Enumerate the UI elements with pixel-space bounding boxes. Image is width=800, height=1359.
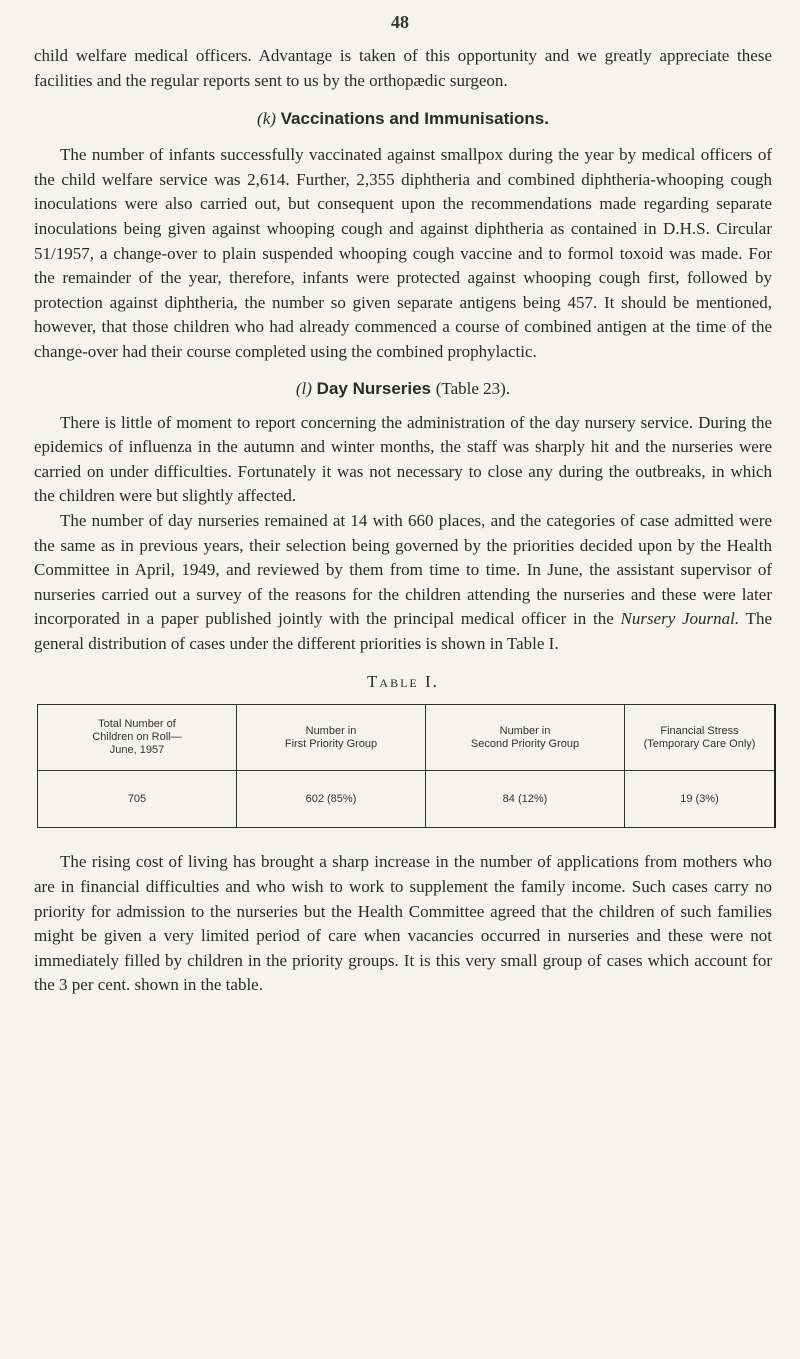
section-k-heading [34, 107, 772, 131]
cell-first-priority: 602 (85%) [237, 771, 426, 828]
table-caption: Table I. [367, 672, 439, 692]
day-nurseries-paragraph-1: There is little of moment to report concerning the administration of the day nursery service. During the epidemics of influenza in the autumn and winter months, the staff was sharply hit and the nurseries were carried on under difficulties. Fortunately it was not necessary to close any during the outbreaks, in which the children were but slightly affected. [34, 412, 772, 506]
header-financial-stress [625, 705, 776, 771]
section-k-title: Vaccinations and Immunisations. [280, 109, 549, 129]
closing-paragraph: The rising cost of living has brought a sharp increase in the number of applications from mothers who are in financial difficulties and who wish to work to supplement the family income. Such cases carry no priority for admission to the nurseries but the Health Committee agreed that the children of such families might be given a very limited period of care when vacancies occurred in nurseries and these were not immediately filled by children in the priority groups. It is this very small group of cases which account for the 3 per cent. shown in the table. [34, 852, 772, 995]
header-line: Financial Stress [660, 724, 739, 737]
header-first-priority [237, 705, 426, 771]
header-line: Number in [305, 724, 357, 737]
paragraph-2-tail: The general distribution of cases under the different priorities is shown in Table I. [34, 609, 772, 653]
page-body [34, 44, 772, 998]
page-number: 48 [391, 12, 409, 32]
cell-second-priority: 84 (12%) [426, 771, 625, 828]
section-l-heading [34, 377, 772, 401]
header-second-priority [426, 705, 625, 771]
section-l-title: Day Nurseries [316, 378, 432, 398]
header-line: Number in [499, 724, 551, 737]
paragraph-2-text: The number of day nurseries remained at 14 with 660 places, and the categories of case admitted were the same as in previous years, their selection being governed by the priorities decided upon by the Health Committee in April, 1949, and reviewed by them from time to time. In June, the assistant supervisor of nurseries carried out a survey of the reasons for the children attending the nurseries and these were later incorporated in a paper published jointly with the principal medical officer in the [34, 510, 772, 629]
section-k-marker: (k) [257, 109, 276, 129]
priority-table [37, 704, 776, 828]
day-nurseries-paragraph-2 [34, 509, 772, 657]
header-total-children [38, 705, 237, 771]
header-line: (Temporary Care Only) [643, 737, 756, 750]
section-l-table-ref: (Table 23). [435, 378, 511, 398]
header-line: Children on Roll— [92, 731, 182, 744]
section-l-marker: (l) [295, 378, 312, 398]
header-line: June, 1957 [109, 744, 165, 757]
intro-paragraph: child welfare medical officers. Advantage is taken of this opportunity and we greatly appreciate these facilities and the regular reports sent to us by the orthopædic surgeon. [34, 46, 772, 90]
header-line: Total Number of [98, 718, 176, 731]
table-header-row [38, 705, 776, 771]
table-row [38, 771, 776, 828]
vaccination-paragraph: The number of infants successfully vaccinated against smallpox during the year by medical officers of the child welfare service was 2,614. Further, 2,355 diphtheria and combined diphtheria-whooping cough inoculations were also carried out, but consequent upon the recommendations made regarding separate inoculations being given against whooping cough and against diphtheria as contained in D.H.S. Circular 51/1957, a change-over to plain suspended whooping cough vaccine and to formol toxoid was made. For the remainder of the year, therefore, infants were protected against whooping cough first, followed by protection against diphtheria, the number so given separate antigens being 457. It should be mentioned, however, that those children who had already commenced a course of combined antigen at the time of the change-over had their course completed using the combined prophylactic. [34, 145, 772, 361]
nursery-journal-title: Nursery Journal. [620, 609, 740, 629]
cell-total-children: 705 [38, 771, 237, 828]
cell-financial-stress: 19 (3%) [625, 771, 776, 828]
header-line: First Priority Group [284, 737, 378, 750]
header-line: Second Priority Group [470, 737, 580, 750]
